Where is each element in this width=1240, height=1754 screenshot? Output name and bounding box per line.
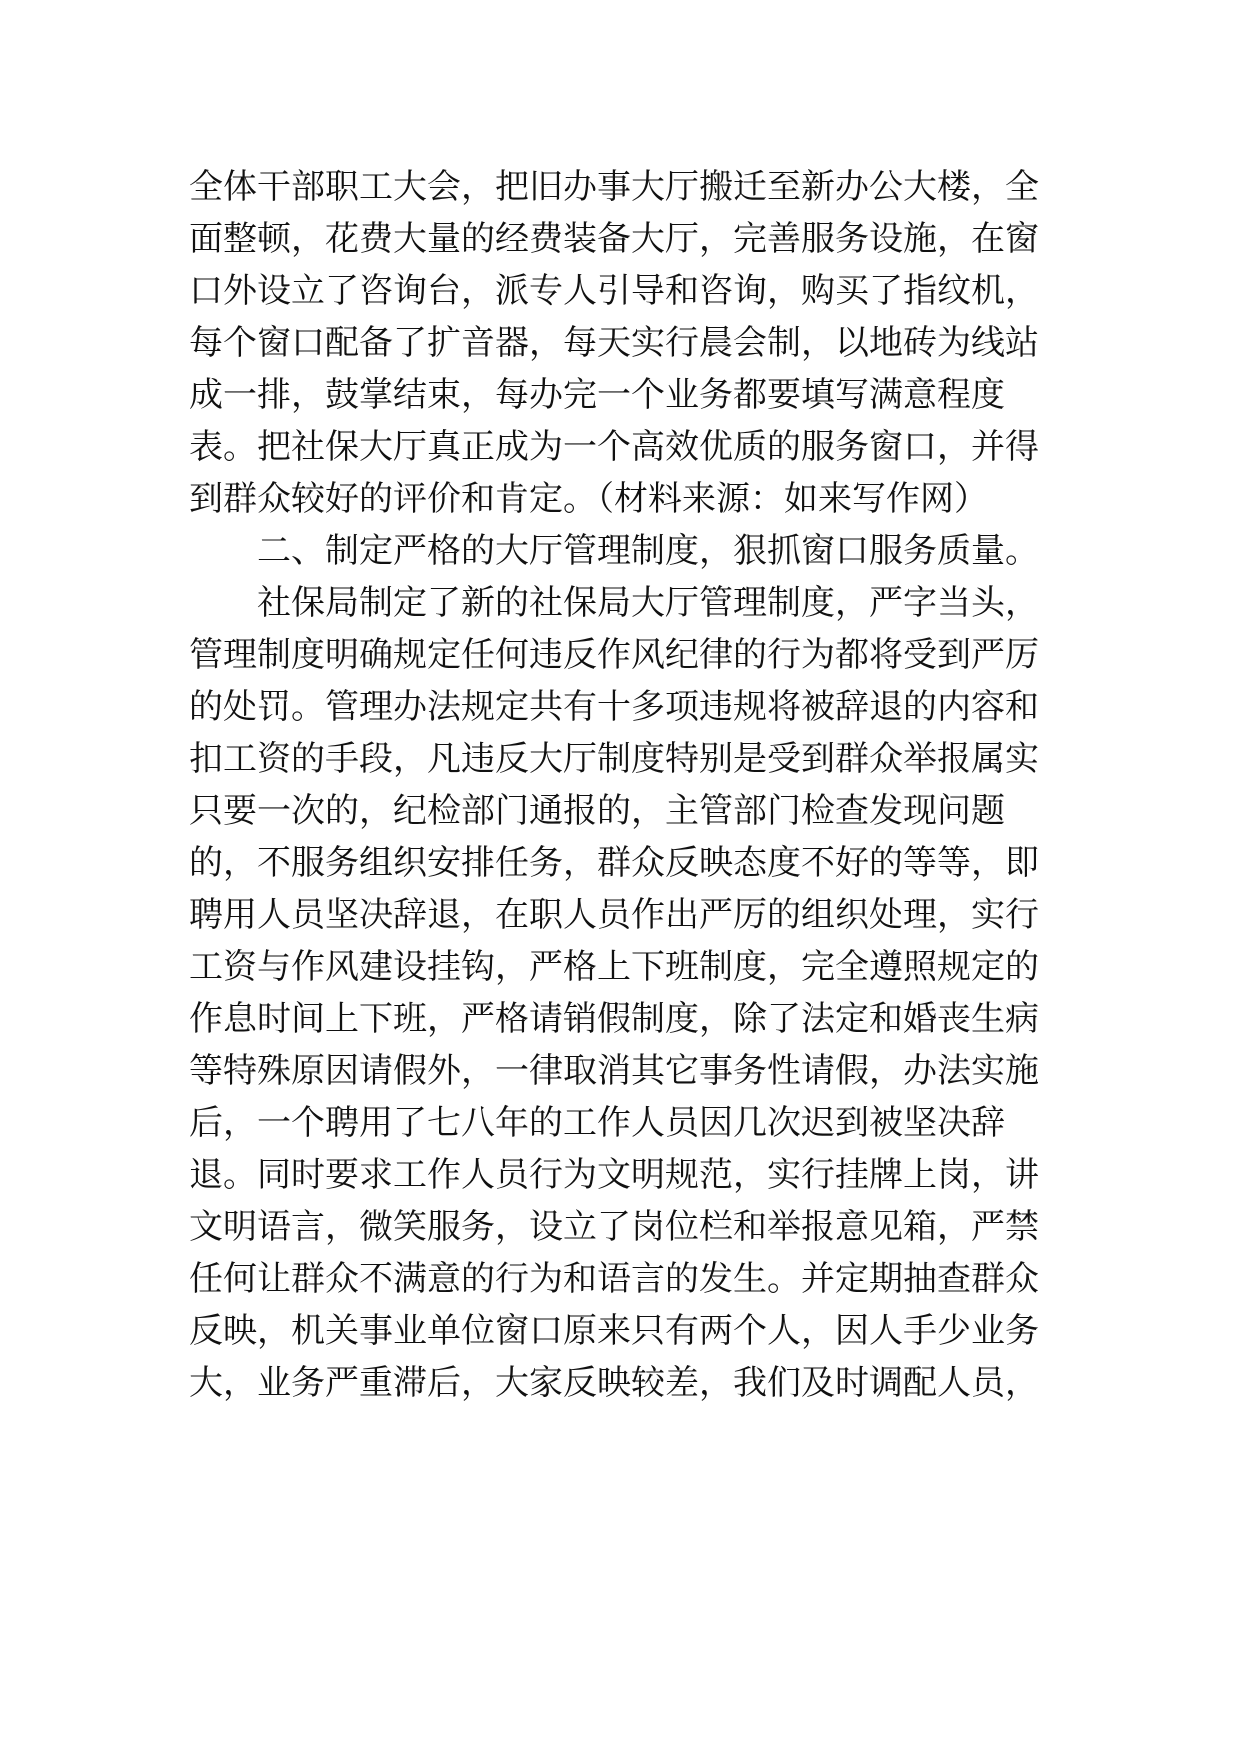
text-line: 等特殊原因请假外，一律取消其它事务性请假，办法实施 <box>189 1051 1039 1091</box>
text-line: 反映，机关事业单位窗口原来只有两个人，因人手少业务 <box>189 1311 1039 1351</box>
text-line: 作息时间上下班，严格请销假制度，除了法定和婚丧生病 <box>189 999 1039 1039</box>
text-line: 每个窗口配备了扩音器，每天实行晨会制，以地砖为线站 <box>189 323 1039 363</box>
text-line: 文明语言，微笑服务，设立了岗位栏和举报意见箱，严禁 <box>189 1207 1039 1247</box>
text-line: 任何让群众不满意的行为和语言的发生。并定期抽查群众 <box>189 1259 1039 1299</box>
text-line: 的，不服务组织安排任务，群众反映态度不好的等等，即 <box>189 843 1039 883</box>
text-line: 工资与作风建设挂钩，严格上下班制度，完全遵照规定的 <box>189 947 1039 987</box>
paragraph-first-line: 社保局制定了新的社保局大厅管理制度，严字当头， <box>257 583 1039 623</box>
text-line: 扣工资的手段，凡违反大厅制度特别是受到群众举报属实 <box>189 739 1039 779</box>
text-line: 只要一次的，纪检部门通报的，主管部门检查发现问题 <box>189 791 1005 831</box>
text-line: 聘用人员坚决辞退，在职人员作出严厉的组织处理，实行 <box>189 895 1039 935</box>
text-line: 大，业务严重滞后，大家反映较差，我们及时调配人员， <box>189 1363 1039 1403</box>
text-line: 全体干部职工大会，把旧办事大厅搬迁至新办公大楼，全 <box>189 167 1039 207</box>
text-line: 退。同时要求工作人员行为文明规范，实行挂牌上岗，讲 <box>189 1155 1039 1195</box>
text-line: 表。把社保大厅真正成为一个高效优质的服务窗口，并得 <box>189 427 1039 467</box>
text-line: 管理制度明确规定任何违反作风纪律的行为都将受到严厉 <box>189 635 1039 675</box>
text-line: 口外设立了咨询台，派专人引导和咨询，购买了指纹机， <box>189 271 1039 311</box>
section-heading: 二、制定严格的大厅管理制度，狠抓窗口服务质量。 <box>257 531 1039 571</box>
text-line: 后，一个聘用了七八年的工作人员因几次迟到被坚决辞 <box>189 1103 1005 1143</box>
text-line: 成一排，鼓掌结束，每办完一个业务都要填写满意程度 <box>189 375 1005 415</box>
text-line: 的处罚。管理办法规定共有十多项违规将被辞退的内容和 <box>189 687 1039 727</box>
text-line: 面整顿，花费大量的经费装备大厅，完善服务设施，在窗 <box>189 219 1039 259</box>
text-line: 到群众较好的评价和肯定。（材料来源：如来写作网） <box>189 479 988 519</box>
